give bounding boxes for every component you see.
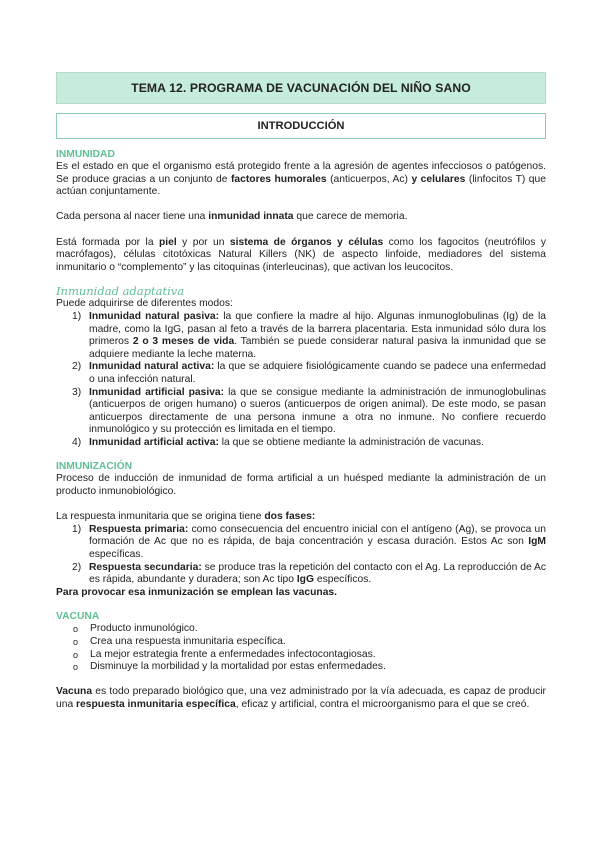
- text-run: como consecuencia del encuentro inicial con el antígeno (Ag), se provoca un formación de Ac que no es rápida, de baja concentración y escasa duración. Estos Ac son: [89, 523, 546, 548]
- text-run: Vacuna: [56, 686, 93, 698]
- text-run: . También se puede considerar natural pasiva la inmunidad que se adquiere mediante la leche materna.: [89, 336, 547, 360]
- paragraph-inmunizacion-definition: [56, 473, 546, 498]
- text-run: como los fagocitos (neutrófilos y macrófagos), células citotóxicas Natural Killers (NK) de aspecto linfoide, mediadores del sistema inmunitario o “complemento” y las citoquinas (interleucinas), que activan los leucocitos.: [56, 236, 546, 273]
- text-run: , eficaz y artificial, contra el microorganismo para el que se creó.: [235, 698, 530, 710]
- text-run: IgG: [296, 574, 314, 586]
- paragraph-inmunidad-composition: [56, 237, 546, 275]
- list-respuesta-fases: [56, 524, 546, 587]
- text-run: que carece de memoria.: [293, 211, 408, 223]
- heading-inmunidad: INMUNIDAD: [56, 149, 115, 160]
- text-run: es todo preparado biológico que, una vez administrado por la vía adecuada, es capaz de producir una: [56, 686, 546, 710]
- text-run: respuesta inmunitaria específica: [76, 698, 236, 710]
- text-run: la que se adquiere fisiológicamente cuando se padece una enfermedad o una infección natural.: [89, 361, 546, 385]
- paragraph-adaptativa-intro: Puede adquirirse de diferentes modos:: [56, 298, 233, 310]
- text-run: sistema de órganos y células: [229, 236, 384, 248]
- bullet-item: [56, 661, 546, 674]
- text-run: Respuesta primaria:: [89, 523, 189, 535]
- text-run: inmunidad innata: [208, 211, 294, 223]
- list-item: [56, 387, 546, 437]
- text-run: 2 o 3 meses de vida: [132, 336, 235, 348]
- list-number: 1): [72, 310, 82, 322]
- text-run: factores humorales: [230, 173, 327, 185]
- section-title-introduccion: INTRODUCCIÓN: [56, 113, 546, 139]
- document-title: TEMA 12. PROGRAMA DE VACUNACIÓN DEL NIÑO SANO: [56, 72, 546, 104]
- list-number: 2): [72, 561, 82, 573]
- paragraph-vacuna-definition: [56, 686, 546, 711]
- list-vacuna-bullets: [56, 623, 546, 673]
- text-run: dos fases:: [264, 511, 316, 523]
- text-run: y por un: [176, 236, 230, 248]
- text-run: específicas.: [89, 549, 144, 561]
- text-run: Inmunidad artificial pasiva:: [89, 386, 225, 398]
- bullet-item: [56, 649, 546, 662]
- paragraph-inmunidad-innata: [56, 211, 546, 224]
- text-run: Inmunidad natural activa:: [89, 361, 215, 373]
- bullet-text: La mejor estrategia frente a enfermedades infectocontagiosas.: [90, 648, 376, 660]
- circle-bullet-icon: o: [73, 662, 79, 673]
- list-number: 1): [72, 523, 82, 535]
- list-number: 3): [72, 386, 82, 398]
- list-adaptativa: [56, 311, 546, 450]
- text-run: la que se consigue mediante la administración de inmunoglobulinas (anticuerpos de origen humano) o sueros (anticuerpos de origen animal). De este modo, se pasan anticuerpos directamente de una persona inmune a otra no inmune. No confiere recuerdo inmunológico y su protección es limitada en el tiempo.: [89, 386, 547, 436]
- list-item: [56, 361, 546, 386]
- circle-bullet-icon: o: [73, 637, 79, 647]
- bullet-item: [56, 636, 546, 649]
- text-run: Inmunidad natural pasiva:: [89, 310, 220, 322]
- paragraph-respuesta-intro: [56, 511, 546, 524]
- bullet-item: [56, 623, 546, 636]
- heading-vacuna: VACUNA: [56, 611, 100, 623]
- text-run: (linfocitos T) que actúan conjuntamente.: [56, 173, 546, 198]
- bullet-text: Crea una respuesta inmunitaria específica.: [90, 636, 286, 647]
- text-run: Respuesta secundaria:: [89, 561, 202, 573]
- text-run: la que confiere la madre al hijo. Algunas inmunoglobulinas (Ig) de la madre, como la IgG, pasan al feto a través de la barrera placentaria. Esta inmunidad sólo dura los primeros: [89, 310, 546, 348]
- circle-bullet-icon: o: [73, 624, 79, 635]
- text-run: Inmunidad artificial activa:: [89, 436, 219, 448]
- bullet-text: Producto inmunológico.: [90, 623, 198, 635]
- paragraph-inmunidad-definition: [56, 161, 546, 199]
- text-run: IgM: [528, 536, 546, 548]
- text-run: la que se obtiene mediante la administración de vacunas.: [218, 436, 484, 448]
- text-run: Está formada por la: [56, 236, 159, 248]
- circle-bullet-icon: o: [73, 649, 79, 660]
- text-run: Es el estado en que el organismo está protegido frente a la agresión de agentes infecciosos o patógenos. Se produce gracias a un conjunto de: [56, 161, 546, 185]
- text-run: piel: [158, 236, 177, 248]
- heading-inmunizacion: INMUNIZACIÓN: [56, 461, 133, 473]
- paragraph-inmunizacion-closing: [56, 587, 546, 600]
- document-page: [56, 72, 546, 712]
- text-run: Proceso de inducción de inmunidad de forma artificial a un huésped mediante la administración de un producto inmunobiológico.: [56, 473, 546, 498]
- text-run: específicos.: [313, 574, 372, 586]
- list-item: [56, 524, 546, 562]
- text-run: (anticuerpos, Ac): [326, 173, 412, 185]
- list-number: 2): [72, 361, 82, 373]
- list-item: [56, 311, 546, 361]
- text-run: y celulares: [411, 173, 466, 185]
- text-run: se produce tras la repetición del contacto con el Ag. La reproducción de Ac es rápida, abundante y duradera; son Ac tipo: [89, 561, 546, 586]
- text-run: Para provocar esa inmunización se emplean las vacunas.: [56, 586, 338, 598]
- list-number: 4): [72, 436, 82, 448]
- list-item: [56, 562, 546, 587]
- list-item: [56, 437, 546, 450]
- text-run: Cada persona al nacer tiene una: [56, 211, 209, 223]
- bullet-text: Disminuye la morbilidad y la mortalidad por estas enfermedades.: [90, 661, 386, 673]
- heading-inmunidad-adaptativa: Inmunidad adaptativa: [56, 284, 185, 299]
- text-run: La respuesta inmunitaria que se origina tiene: [56, 511, 265, 523]
